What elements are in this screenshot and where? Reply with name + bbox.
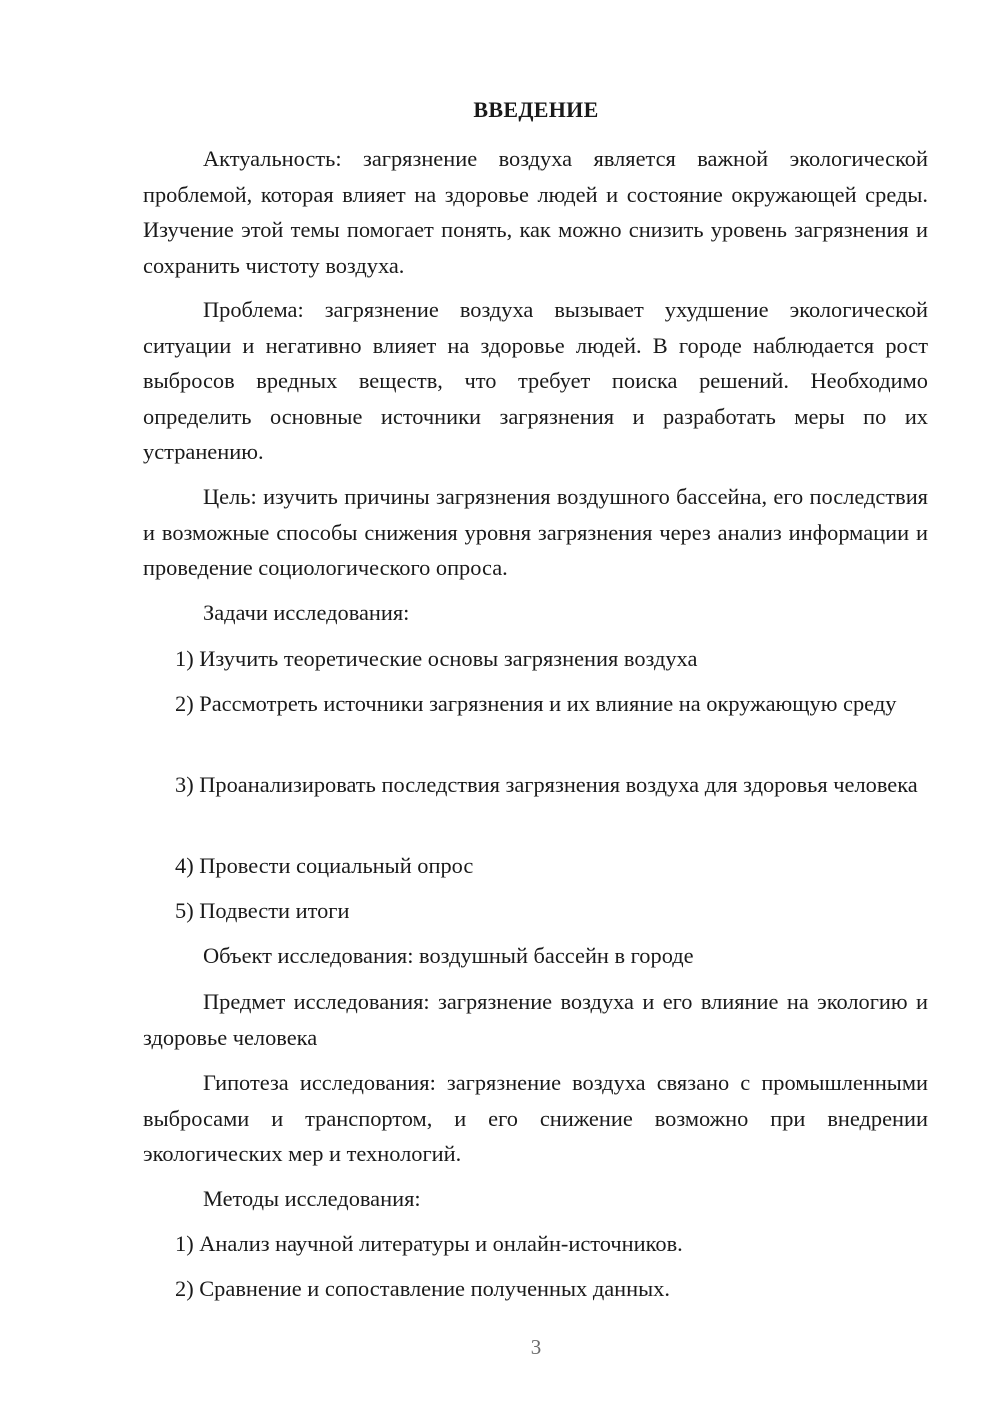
methods-heading: Методы исследования: bbox=[203, 1186, 421, 1211]
task-item-5: 5) Подвести итоги bbox=[175, 898, 350, 923]
tasks-heading: Задачи исследования: bbox=[203, 600, 410, 625]
method-item-2: 2) Сравнение и сопоставление полученных данных. bbox=[175, 1276, 670, 1301]
page-number: 3 bbox=[530, 1335, 542, 1359]
task-item-1: 1) Изучить теоретические основы загрязнения воздуха bbox=[175, 646, 698, 671]
paragraph-problem: Проблема: загрязнение воздуха вызывает ухудшение экологической ситуации и негативно влияет на здоровье людей. В городе наблюдается рост выбросов вредных веществ, что требует поиска решений. Необходимо определить основные источники загрязнения и разработать меры по их устранению. bbox=[143, 297, 928, 464]
section-title: ВВЕДЕНИЕ bbox=[473, 97, 599, 122]
task-item-4: 4) Провести социальный опрос bbox=[175, 853, 474, 878]
paragraph-goal: Цель: изучить причины загрязнения воздушного бассейна, его последствия и возможные способы снижения уровня загрязнения через анализ информации и проведение социологического опроса. bbox=[143, 484, 928, 580]
paragraph-subject: Предмет исследования: загрязнение воздуха и его влияние на экологию и здоровье человека bbox=[143, 989, 928, 1050]
task-item-3: 3) Проанализировать последствия загрязнения воздуха для здоровья человека bbox=[175, 772, 918, 797]
paragraph-object: Объект исследования: воздушный бассейн в городе bbox=[203, 943, 694, 968]
method-item-1: 1) Анализ научной литературы и онлайн-источников. bbox=[175, 1231, 683, 1256]
paragraph-hypothesis: Гипотеза исследования: загрязнение воздуха связано с промышленными выбросами и транспортом, и его снижение возможно при внедрении экологических мер и технологий. bbox=[143, 1070, 928, 1166]
paragraph-relevance: Актуальность: загрязнение воздуха является важной экологической проблемой, которая влияет на здоровье людей и состояние окружающей среды. Изучение этой темы помогает понять, как можно снизить уровень загрязнения и сохранить чистоту воздуха. bbox=[143, 146, 928, 278]
task-item-2: 2) Рассмотреть источники загрязнения и их влияние на окружающую среду bbox=[175, 691, 897, 716]
